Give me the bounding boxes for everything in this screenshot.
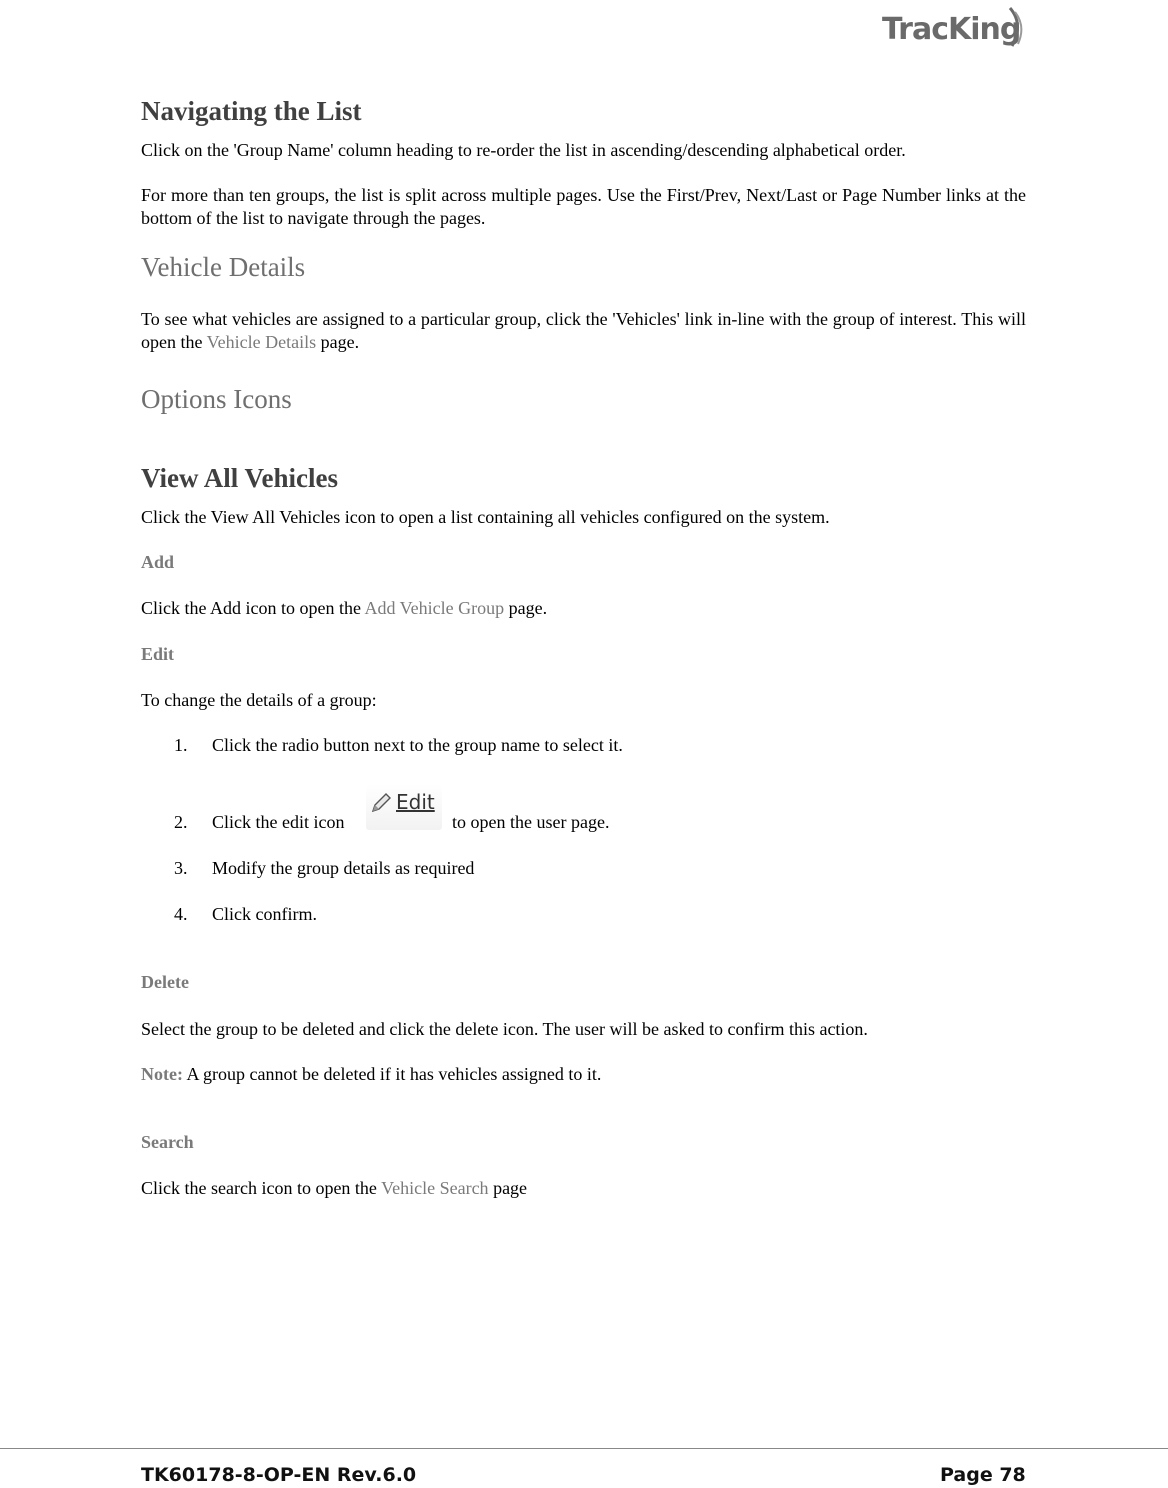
step-number: 2. — [174, 812, 188, 832]
note-label: Note: — [141, 1064, 183, 1084]
add-text-before: Click the Add icon to open the — [141, 598, 365, 618]
heading-view-all-vehicles: View All Vehicles — [141, 463, 339, 493]
step-number: 1. — [174, 735, 188, 755]
edit-step-2 — [174, 812, 344, 833]
heading-delete: Delete — [141, 972, 189, 992]
logo-text: TracKing — [882, 12, 1021, 47]
paragraph-group-name-sort: Click on the 'Group Name' column heading to re-order the list in ascending/descending alphabetical order. — [141, 140, 906, 160]
paragraph-edit-intro: To change the details of a group: — [141, 690, 377, 710]
footer-doc-ref: TK60178-8-OP-EN Rev.6.0 — [141, 1464, 417, 1486]
paragraph-pagination: For more than ten groups, the list is split across multiple pages. Use the First/Prev, Next/Last or Page Number links at the bottom of the list to navigate through the pages. — [141, 185, 1026, 228]
vehicle-details-text-after: page. — [316, 332, 360, 352]
edit-step-1 — [174, 735, 623, 756]
step-number: 4. — [174, 904, 188, 924]
step-text: Modify the group details as required — [212, 858, 475, 878]
heading-options-icons: Options Icons — [141, 384, 292, 414]
step-text: Click the radio button next to the group name to select it. — [212, 735, 623, 755]
heading-add: Add — [141, 552, 175, 572]
step-text: Click confirm. — [212, 904, 317, 924]
edit-step-3 — [174, 858, 474, 879]
footer-divider — [0, 1448, 1168, 1449]
vehicle-details-link[interactable]: Vehicle Details — [206, 332, 317, 352]
paragraph-search — [141, 1177, 1026, 1200]
paragraph-vehicle-details — [141, 308, 1026, 354]
edit-icon-label: Edit — [396, 790, 435, 814]
add-text-after: page. — [504, 598, 548, 618]
edit-button-image — [366, 784, 442, 830]
tracking-logo — [882, 4, 1032, 50]
step-number: 3. — [174, 858, 188, 878]
logo-swoosh-icon — [982, 4, 1028, 50]
search-text-after: page — [488, 1178, 528, 1198]
heading-navigating-the-list: Navigating the List — [141, 96, 362, 126]
heading-vehicle-details: Vehicle Details — [141, 252, 306, 282]
edit-step-4 — [174, 904, 317, 925]
paragraph-delete-note — [141, 1063, 1026, 1086]
paragraph-add — [141, 597, 1026, 620]
vehicle-details-text-before: To see what vehicles are assigned to a particular group, click the 'Vehicles' link in-line with the group of interest. This will open the — [141, 309, 1026, 352]
edit-step-2-after: to open the user page. — [452, 812, 610, 832]
paragraph-delete: Select the group to be deleted and click the delete icon. The user will be asked to confirm this action. — [141, 1019, 868, 1039]
paragraph-view-all-vehicles: Click the View All Vehicles icon to open a list containing all vehicles configured on the system. — [141, 507, 830, 527]
footer-page-number: Page 78 — [940, 1464, 1026, 1486]
pencil-icon — [370, 792, 394, 814]
add-vehicle-group-link[interactable]: Add Vehicle Group — [364, 598, 505, 618]
vehicle-search-link[interactable]: Vehicle Search — [381, 1178, 489, 1198]
heading-search: Search — [141, 1132, 194, 1152]
step-text: Click the edit icon — [212, 812, 345, 832]
heading-edit: Edit — [141, 644, 175, 664]
search-text-before: Click the search icon to open the — [141, 1178, 382, 1198]
note-text: A group cannot be deleted if it has vehicles assigned to it. — [182, 1064, 602, 1084]
